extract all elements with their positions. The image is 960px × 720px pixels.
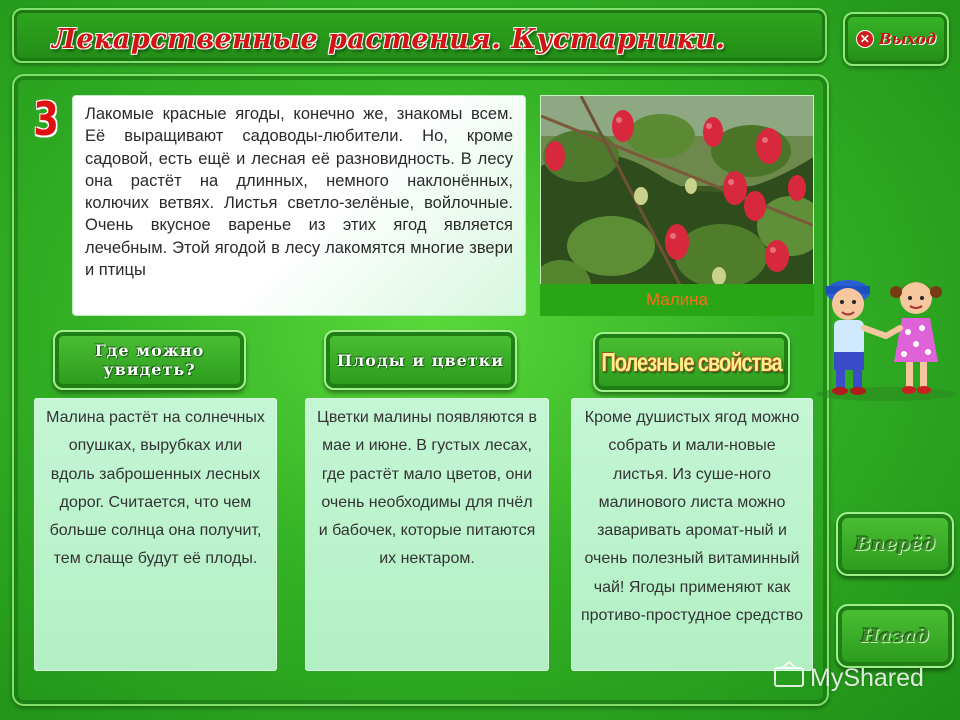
useful-properties-card: [571, 398, 813, 671]
back-button[interactable]: [836, 604, 954, 668]
slide-number: 3: [33, 92, 59, 146]
fruits-flowers-text: Цветки малины появляются в мае и июне. В густых лесах, где растёт мало цветов, они очень необходимы для пчёл и бабочек, которые питаются их нектаром.: [317, 409, 537, 568]
forward-label: Вперёд: [854, 533, 936, 555]
where-to-see-card: [34, 398, 277, 671]
watermark-icon: [772, 660, 806, 697]
exit-label: Выход: [878, 30, 937, 48]
where-to-see-text: Малина растёт на солнечных опушках, вырубках или вдоль заброшенных лесных дорог. Считается, что чем больше солнца она получит, тем слаще будут её плоды.: [46, 409, 265, 568]
raspberry-photo: [540, 95, 814, 316]
useful-properties-button[interactable]: [593, 332, 790, 392]
fruits-flowers-card: [305, 398, 549, 671]
useful-properties-text: Кроме душистых ягод можно собрать и мали-новые листья. Из суше-ного малинового листа можно заваривать аромат-ный и очень полезный витаминный чай! Ягоды применяют как противо-простудное средство: [580, 409, 804, 625]
useful-properties-label: Полезные свойства: [601, 346, 782, 377]
children-illustration: [812, 262, 960, 402]
title-bar: [12, 8, 827, 63]
where-to-see-label: Где можно увидеть?: [94, 341, 205, 379]
page-title: Лекарственные растения. Кустарники.: [52, 24, 726, 55]
forward-button[interactable]: [836, 512, 954, 576]
fruits-flowers-button[interactable]: [324, 330, 517, 390]
back-label: Назад: [861, 625, 929, 647]
intro-text: Лакомые красные ягоды, конечно же, знакомы всем. Её выращивают садоводы-любители. Но, кроме садовой, есть ещё и лесная её разновидность. В лесу она растёт на длинных, немного наклонённых, колючих ветвях. Листья светло-зелёные, войлочные. Очень вкусное варенье из этих ягод является лечебным. Этой ягодой в лесу лакомятся многие звери и птицы: [72, 95, 526, 316]
exit-button[interactable]: [843, 12, 949, 66]
watermark: [772, 660, 924, 697]
watermark-text: MyShared: [810, 664, 924, 692]
where-to-see-button[interactable]: [53, 330, 246, 390]
photo-caption: Малина: [540, 284, 814, 316]
close-icon: ✕: [856, 30, 874, 48]
fruits-flowers-label: Плоды и цветки: [336, 350, 505, 370]
